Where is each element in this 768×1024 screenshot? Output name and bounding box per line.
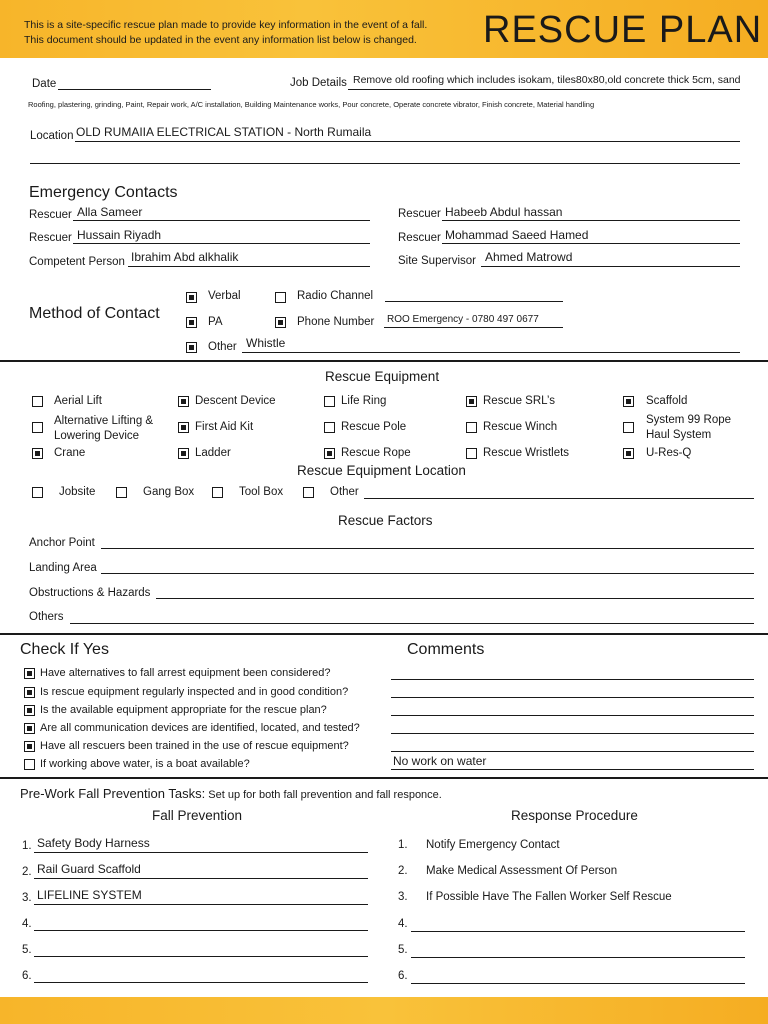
system-99-checkbox[interactable] [623,422,634,433]
response-item-1: Notify Emergency Contact [426,839,560,851]
first-aid-kit-label: First Aid Kit [195,421,254,433]
system-99-label-2: Haul System [646,429,712,441]
emergency-contacts-heading: Emergency Contacts [29,184,178,201]
check-q1-label: Have alternatives to fall arrest equipment been considered? [40,667,331,679]
section-divider-2 [0,633,768,635]
check-q4-checkbox[interactable] [24,723,35,734]
rp-number-4: 4. [398,918,408,930]
rescuer-label-4: Rescuer [398,232,441,244]
comment-value-6[interactable]: No work on water [393,754,487,768]
other-contact-checkbox[interactable] [186,342,197,353]
location-line-2 [30,163,740,164]
check-q4-label: Are all communication devices are identified, located, and tested? [40,722,360,734]
competent-person-line [128,266,370,267]
other-contact-value[interactable]: Whistle [246,336,286,350]
job-details-value[interactable]: Remove old roofing which includes isokam, tiles80x80,old concrete thick 5cm, sand [353,74,741,86]
rescue-pole-checkbox[interactable] [324,422,335,433]
ladder-checkbox[interactable] [178,448,189,459]
fp-number-4: 4. [22,918,32,930]
check-q6-checkbox[interactable] [24,759,35,770]
rp-number-6: 6. [398,970,408,982]
rp-line-5[interactable] [411,957,745,958]
phone-number-checkbox[interactable] [275,317,286,328]
other-location-label: Other [330,486,359,498]
job-details-line [348,89,740,90]
comment-line-6[interactable] [391,769,754,770]
first-aid-kit-checkbox[interactable] [178,422,189,433]
response-item-3: If Possible Have The Fallen Worker Self Rescue [426,891,672,903]
fp-number-6: 6. [22,970,32,982]
landing-area-line[interactable] [101,573,754,574]
rp-number-5: 5. [398,944,408,956]
pa-checkbox[interactable] [186,317,197,328]
rp-line-6[interactable] [411,983,745,984]
fall-prevention-item-3[interactable]: LIFELINE SYSTEM [37,888,142,902]
rescuer-label-2: Rescuer [29,232,72,244]
alt-lifting-label-1: Alternative Lifting & [54,415,154,427]
others-label: Others [29,611,64,623]
comment-line-3[interactable] [391,715,754,716]
header-band [0,0,768,58]
rp-number-1: 1. [398,839,408,851]
fp-line-6[interactable] [34,982,368,983]
rescue-equipment-heading: Rescue Equipment [325,369,440,384]
fp-line-3 [34,904,368,905]
pre-work-heading-row [20,785,442,803]
other-contact-line [242,352,740,353]
rescuer-3-line [442,220,740,221]
intro-line-2: This document should be updated in the event any information list below is changed. [24,34,417,46]
pre-work-subheading: Set up for both fall prevention and fall responce. [205,789,442,801]
comment-line-2[interactable] [391,697,754,698]
intro-line-1: This is a site-specific rescue plan made to provide key information in the event of a fall. [24,19,428,31]
intro-text [24,18,427,48]
date-label: Date [32,78,57,90]
alt-lifting-checkbox[interactable] [32,422,43,433]
rescue-srls-label: Rescue SRL’s [483,395,556,407]
rp-line-4[interactable] [411,931,745,932]
aerial-lift-label: Aerial Lift [54,395,102,407]
u-res-q-label: U-Res-Q [646,447,692,459]
location-line [75,141,740,142]
comments-heading: Comments [407,641,485,658]
comment-line-1[interactable] [391,679,754,680]
other-location-checkbox[interactable] [303,487,314,498]
rescue-pole-label: Rescue Pole [341,421,407,433]
tool-box-label: Tool Box [239,486,284,498]
verbal-checkbox[interactable] [186,292,197,303]
rescue-factors-heading: Rescue Factors [338,513,433,528]
section-divider-1 [0,360,768,362]
crane-checkbox[interactable] [32,448,43,459]
page-title: RESCUE PLAN [483,9,763,51]
comment-line-4[interactable] [391,733,754,734]
rescue-winch-label: Rescue Winch [483,421,558,433]
aerial-lift-checkbox[interactable] [32,396,43,407]
landing-area-label: Landing Area [29,562,97,574]
fall-prevention-item-1[interactable]: Safety Body Harness [37,836,150,850]
check-q5-checkbox[interactable] [24,741,35,752]
site-supervisor-value[interactable]: Ahmed Matrowd [485,250,573,264]
jobsite-checkbox[interactable] [32,487,43,498]
life-ring-checkbox[interactable] [324,396,335,407]
check-q1-checkbox[interactable] [24,668,35,679]
rescue-rope-checkbox[interactable] [324,448,335,459]
rescuer-3-value[interactable]: Habeeb Abdul hassan [445,205,563,219]
fall-prevention-item-2[interactable]: Rail Guard Scaffold [37,862,141,876]
location-label: Location [30,130,74,142]
rescuer-4-value[interactable]: Mohammad Saeed Hamed [445,228,589,242]
phone-number-value[interactable]: ROO Emergency - 0780 497 0677 [387,314,539,325]
fp-number-5: 5. [22,944,32,956]
descent-device-checkbox[interactable] [178,396,189,407]
other-location-line [364,498,754,499]
rescuer-2-line [73,243,370,244]
fp-line-5[interactable] [34,956,368,957]
check-q2-checkbox[interactable] [24,687,35,698]
alt-lifting-label-2: Lowering Device [54,430,140,442]
phone-number-label: Phone Number [297,316,375,328]
check-q5-label: Have all rescuers been trained in the use of rescue equipment? [40,740,349,752]
anchor-point-line[interactable] [101,548,754,549]
section-divider-3 [0,777,768,779]
check-q2-label: Is rescue equipment regularly inspected and in good condition? [40,686,349,698]
check-q6-label: If working above water, is a boat available? [40,758,250,770]
fall-prevention-heading: Fall Prevention [152,808,243,823]
competent-person-value[interactable]: Ibrahim Abd alkhalik [131,250,239,264]
verbal-label: Verbal [208,290,241,302]
rp-number-2: 2. [398,865,408,877]
scaffold-checkbox[interactable] [623,396,634,407]
tool-box-checkbox[interactable] [212,487,223,498]
anchor-point-label: Anchor Point [29,537,95,549]
u-res-q-checkbox[interactable] [623,448,634,459]
jobsite-label: Jobsite [59,486,96,498]
radio-channel-checkbox[interactable] [275,292,286,303]
other-contact-label: Other [208,341,237,353]
footer-band [0,997,768,1024]
rescuer-1-line [73,220,370,221]
rescue-wristlets-label: Rescue Wristlets [483,447,570,459]
phone-number-line [384,327,563,328]
descent-device-label: Descent Device [195,395,276,407]
job-details-value-2[interactable]: Roofing, plastering, grinding, Paint, Repair work, A/C installation, Building Maintenance works, Pour concrete, Operate concrete vibrator, Finish concrete, Material handling [28,100,595,109]
competent-person-label: Competent Person [29,256,125,268]
obstructions-label: Obstructions & Hazards [29,587,151,599]
fp-number-2: 2. [22,866,32,878]
system-99-label-1: System 99 Rope [646,414,732,426]
site-supervisor-line [481,266,740,267]
rescue-rope-label: Rescue Rope [341,447,411,459]
rescuer-4-line [442,243,740,244]
fp-number-3: 3. [22,892,32,904]
gang-box-label: Gang Box [143,486,195,498]
location-value[interactable]: OLD RUMAIIA ELECTRICAL STATION - North Rumaila [76,125,372,139]
pre-work-heading: Pre-Work Fall Prevention Tasks: [20,786,206,801]
check-q3-checkbox[interactable] [24,705,35,716]
radio-channel-label: Radio Channel [297,290,374,302]
rescuer-1-value[interactable]: Alla Sameer [77,205,143,219]
rescue-srls-checkbox[interactable] [466,396,477,407]
job-details-label: Job Details [290,77,347,89]
life-ring-label: Life Ring [341,395,387,407]
check-if-yes-heading: Check If Yes [20,641,109,658]
rescue-winch-checkbox[interactable] [466,422,477,433]
rp-number-3: 3. [398,891,408,903]
rescuer-2-value[interactable]: Hussain Riyadh [77,228,162,242]
date-line [58,89,211,90]
equipment-location-heading: Rescue Equipment Location [297,463,466,478]
obstructions-line[interactable] [156,598,754,599]
fp-line-1 [34,852,368,853]
comment-line-5[interactable] [391,751,754,752]
check-q3-label: Is the available equipment appropriate for the rescue plan? [40,704,327,716]
pa-label: PA [208,316,223,328]
fp-number-1: 1. [22,840,32,852]
others-line[interactable] [70,623,754,624]
fp-line-2 [34,878,368,879]
rescuer-label-1: Rescuer [29,209,72,221]
fp-line-4[interactable] [34,930,368,931]
scaffold-label: Scaffold [646,395,688,407]
response-item-2: Make Medical Assessment Of Person [426,865,618,877]
rescuer-label-3: Rescuer [398,208,441,220]
method-of-contact-heading: Method of Contact [29,305,160,322]
site-supervisor-label: Site Supervisor [398,255,476,267]
crane-label: Crane [54,447,86,459]
rescue-wristlets-checkbox[interactable] [466,448,477,459]
response-procedure-heading: Response Procedure [511,808,638,823]
ladder-label: Ladder [195,447,231,459]
radio-channel-line [385,301,563,302]
gang-box-checkbox[interactable] [116,487,127,498]
